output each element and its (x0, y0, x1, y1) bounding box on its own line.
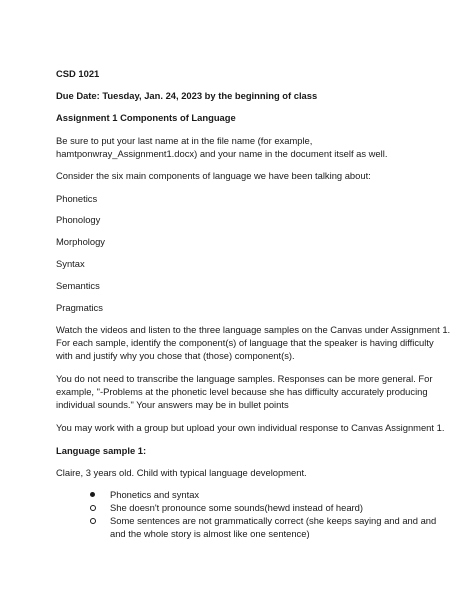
component-phonetics: Phonetics (56, 193, 98, 204)
watch-line-3: with and justify why you chose that (those) component(s). (56, 350, 295, 361)
sub-bullet-ring-icon (90, 505, 96, 511)
sample-heading: Language sample 1: (56, 445, 147, 456)
due-date: Due Date: Tuesday, Jan. 24, 2023 by the beginning of class (56, 90, 318, 101)
component-syntax: Syntax (56, 258, 85, 269)
sample-description: Claire, 3 years old. Child with typical language development. (56, 467, 307, 478)
bullet-main: Phonetics and syntax (110, 489, 200, 500)
transcribe-line-3: individual sounds." Your answers may be in bullet points (56, 399, 289, 410)
bullet-dot-icon (90, 492, 95, 497)
sub-bullet-2: Some sentences are not grammatically correct (she keeps saying and and and (110, 515, 437, 526)
assignment-title: Assignment 1 Components of Language (56, 112, 236, 123)
instruction-line-2: hamtponwray_Assignment1.docx) and your name in the document itself as well. (56, 148, 388, 159)
sub-bullet-1: She doesn't pronounce some sounds(hewd instead of heard) (110, 502, 363, 513)
component-morphology: Morphology (56, 236, 105, 247)
instruction-line-1: Be sure to put your last name at in the file name (for example, (56, 135, 313, 146)
transcribe-line-1: You do not need to transcribe the language samples. Responses can be more general. For (56, 373, 433, 384)
group-note: You may work with a group but upload your own individual response to Canvas Assignment 1. (56, 422, 445, 433)
course-code: CSD 1021 (56, 68, 100, 79)
watch-line-2: For each sample, identify the component(s) of language that the speaker is having difficulty (56, 337, 434, 348)
component-pragmatics: Pragmatics (56, 302, 103, 313)
consider-text: Consider the six main components of language we have been talking about: (56, 170, 371, 181)
sub-bullet-ring-icon (90, 518, 96, 524)
sub-bullet-2-continued: and the whole story is almost like one sentence) (110, 528, 310, 539)
component-semantics: Semantics (56, 280, 100, 291)
transcribe-line-2: example, "-Problems at the phonetic level because she has difficulty accurately producing (56, 386, 428, 397)
watch-line-1: Watch the videos and listen to the three language samples on the Canvas under Assignment 1. (56, 324, 451, 335)
component-phonology: Phonology (56, 214, 101, 225)
